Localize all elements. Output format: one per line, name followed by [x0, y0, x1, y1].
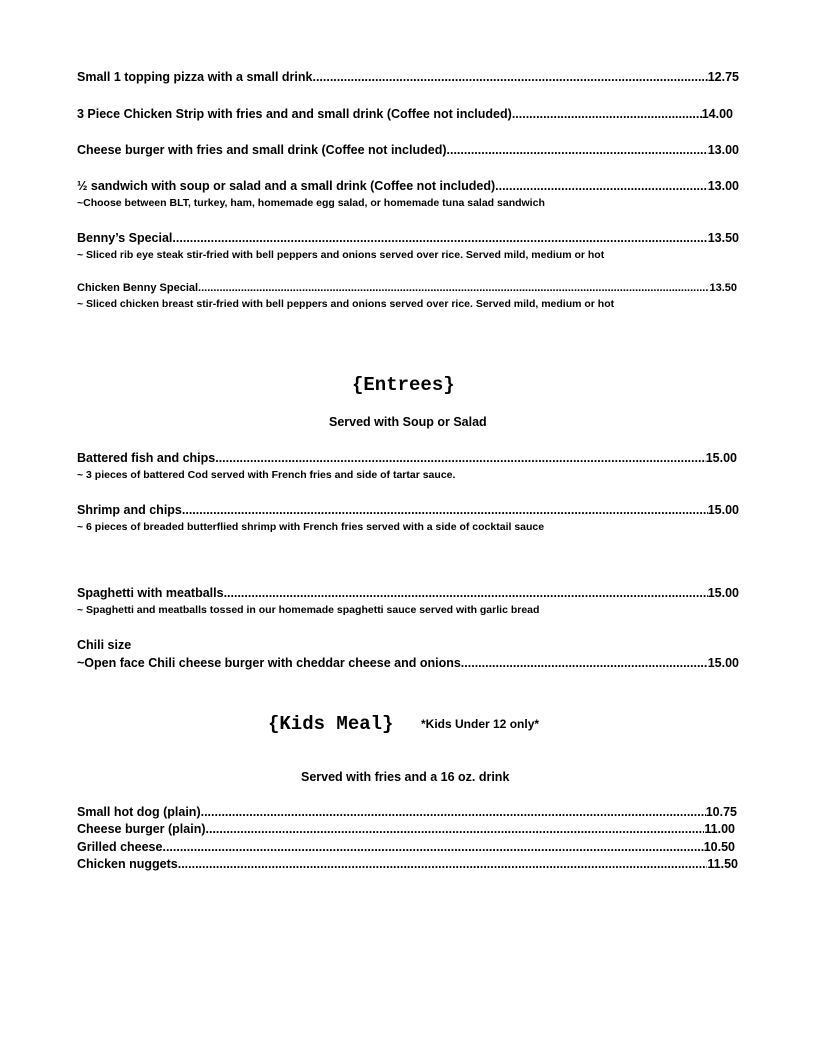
menu-item — [77, 857, 738, 871]
item-name: Chicken nuggets — [77, 857, 178, 871]
item-name: Chicken Benny Special — [77, 282, 199, 294]
item-description: ~ Spaghetti and meatballs tossed in our homemade spaghetti sauce served with garlic bread — [77, 604, 540, 616]
dot-leader — [201, 805, 706, 819]
item-name: Cheese burger (plain) — [77, 822, 206, 836]
dot-leader — [182, 503, 708, 517]
dot-leader — [447, 143, 708, 157]
item-name: Small 1 topping pizza with a small drink — [77, 70, 313, 84]
item-name: Shrimp and chips — [77, 503, 182, 517]
menu-item — [77, 822, 735, 836]
dot-leader — [215, 451, 705, 465]
item-name: 3 Piece Chicken Strip with fries and and small drink (Coffee not included) — [77, 107, 512, 121]
section-subtitle: Served with Soup or Salad — [329, 415, 487, 429]
menu-item — [77, 586, 739, 600]
item-name: Spaghetti with meatballs — [77, 586, 224, 600]
menu-item — [77, 805, 737, 819]
dot-leader — [495, 179, 708, 193]
item-description: ~ 6 pieces of breaded butterflied shrimp with French fries served with a side of cocktail sauce — [77, 521, 545, 533]
dot-leader — [312, 70, 707, 84]
menu-item — [77, 656, 739, 670]
item-price: 10.50 — [703, 840, 735, 854]
item-price: 14.00 — [701, 107, 733, 121]
dot-leader — [206, 822, 705, 836]
item-name: ½ sandwich with soup or salad and a small drink (Coffee not included) — [77, 179, 496, 193]
item-price: 15.00 — [707, 503, 739, 517]
section-title: {Entrees} — [352, 374, 455, 396]
menu-item — [77, 179, 739, 193]
item-price: 10.75 — [705, 805, 737, 819]
item-name: Benny’s Special — [77, 231, 173, 245]
item-price: 15.00 — [707, 656, 739, 670]
dot-leader — [512, 107, 702, 121]
item-price: 11.00 — [704, 822, 735, 836]
section-subtitle: Served with fries and a 16 oz. drink — [301, 770, 510, 784]
item-name: Cheese burger with fries and small drink (Coffee not included) — [77, 143, 447, 157]
menu-item — [77, 231, 739, 245]
section-title: {Kids Meal} — [268, 713, 394, 735]
item-name: Chili size — [77, 638, 132, 652]
item-name: Small hot dog (plain) — [77, 805, 201, 819]
item-description: ~Choose between BLT, turkey, ham, homemade egg salad, or homemade tuna salad sandwich — [77, 197, 545, 209]
item-description: ~ Sliced chicken breast stir-fried with bell peppers and onions served over rice. Served mild, medium or hot — [77, 298, 615, 310]
dot-leader — [461, 656, 708, 670]
dot-leader — [162, 840, 703, 854]
dot-leader — [172, 231, 707, 245]
kids-note: *Kids Under 12 only* — [421, 717, 540, 731]
item-price: 11.50 — [707, 857, 738, 871]
menu-item — [77, 107, 733, 121]
item-price: 13.00 — [707, 179, 739, 193]
item-price: 13.50 — [707, 231, 739, 245]
menu-item — [77, 143, 739, 157]
item-price: 13.00 — [707, 143, 739, 157]
item-name: Grilled cheese — [77, 840, 163, 854]
item-name: Battered fish and chips — [77, 451, 216, 465]
item-description: ~ 3 pieces of battered Cod served with French fries and side of tartar sauce. — [77, 469, 456, 481]
item-line: ~Open face Chili cheese burger with cheddar cheese and onions — [77, 656, 461, 670]
item-price: 15.00 — [705, 451, 737, 465]
item-description: ~ Sliced rib eye steak stir-fried with bell peppers and onions served over rice. Served mild, medium or hot — [77, 249, 605, 261]
menu-item — [77, 70, 739, 84]
menu-item — [77, 503, 739, 517]
menu-item — [77, 451, 737, 465]
item-price: 13.50 — [709, 282, 737, 294]
dot-leader — [178, 857, 708, 871]
menu-item — [77, 840, 735, 854]
dot-leader — [198, 282, 709, 294]
item-price: 15.00 — [707, 586, 739, 600]
menu-item — [77, 282, 737, 294]
dot-leader — [224, 586, 708, 600]
item-price: 12.75 — [707, 70, 739, 84]
